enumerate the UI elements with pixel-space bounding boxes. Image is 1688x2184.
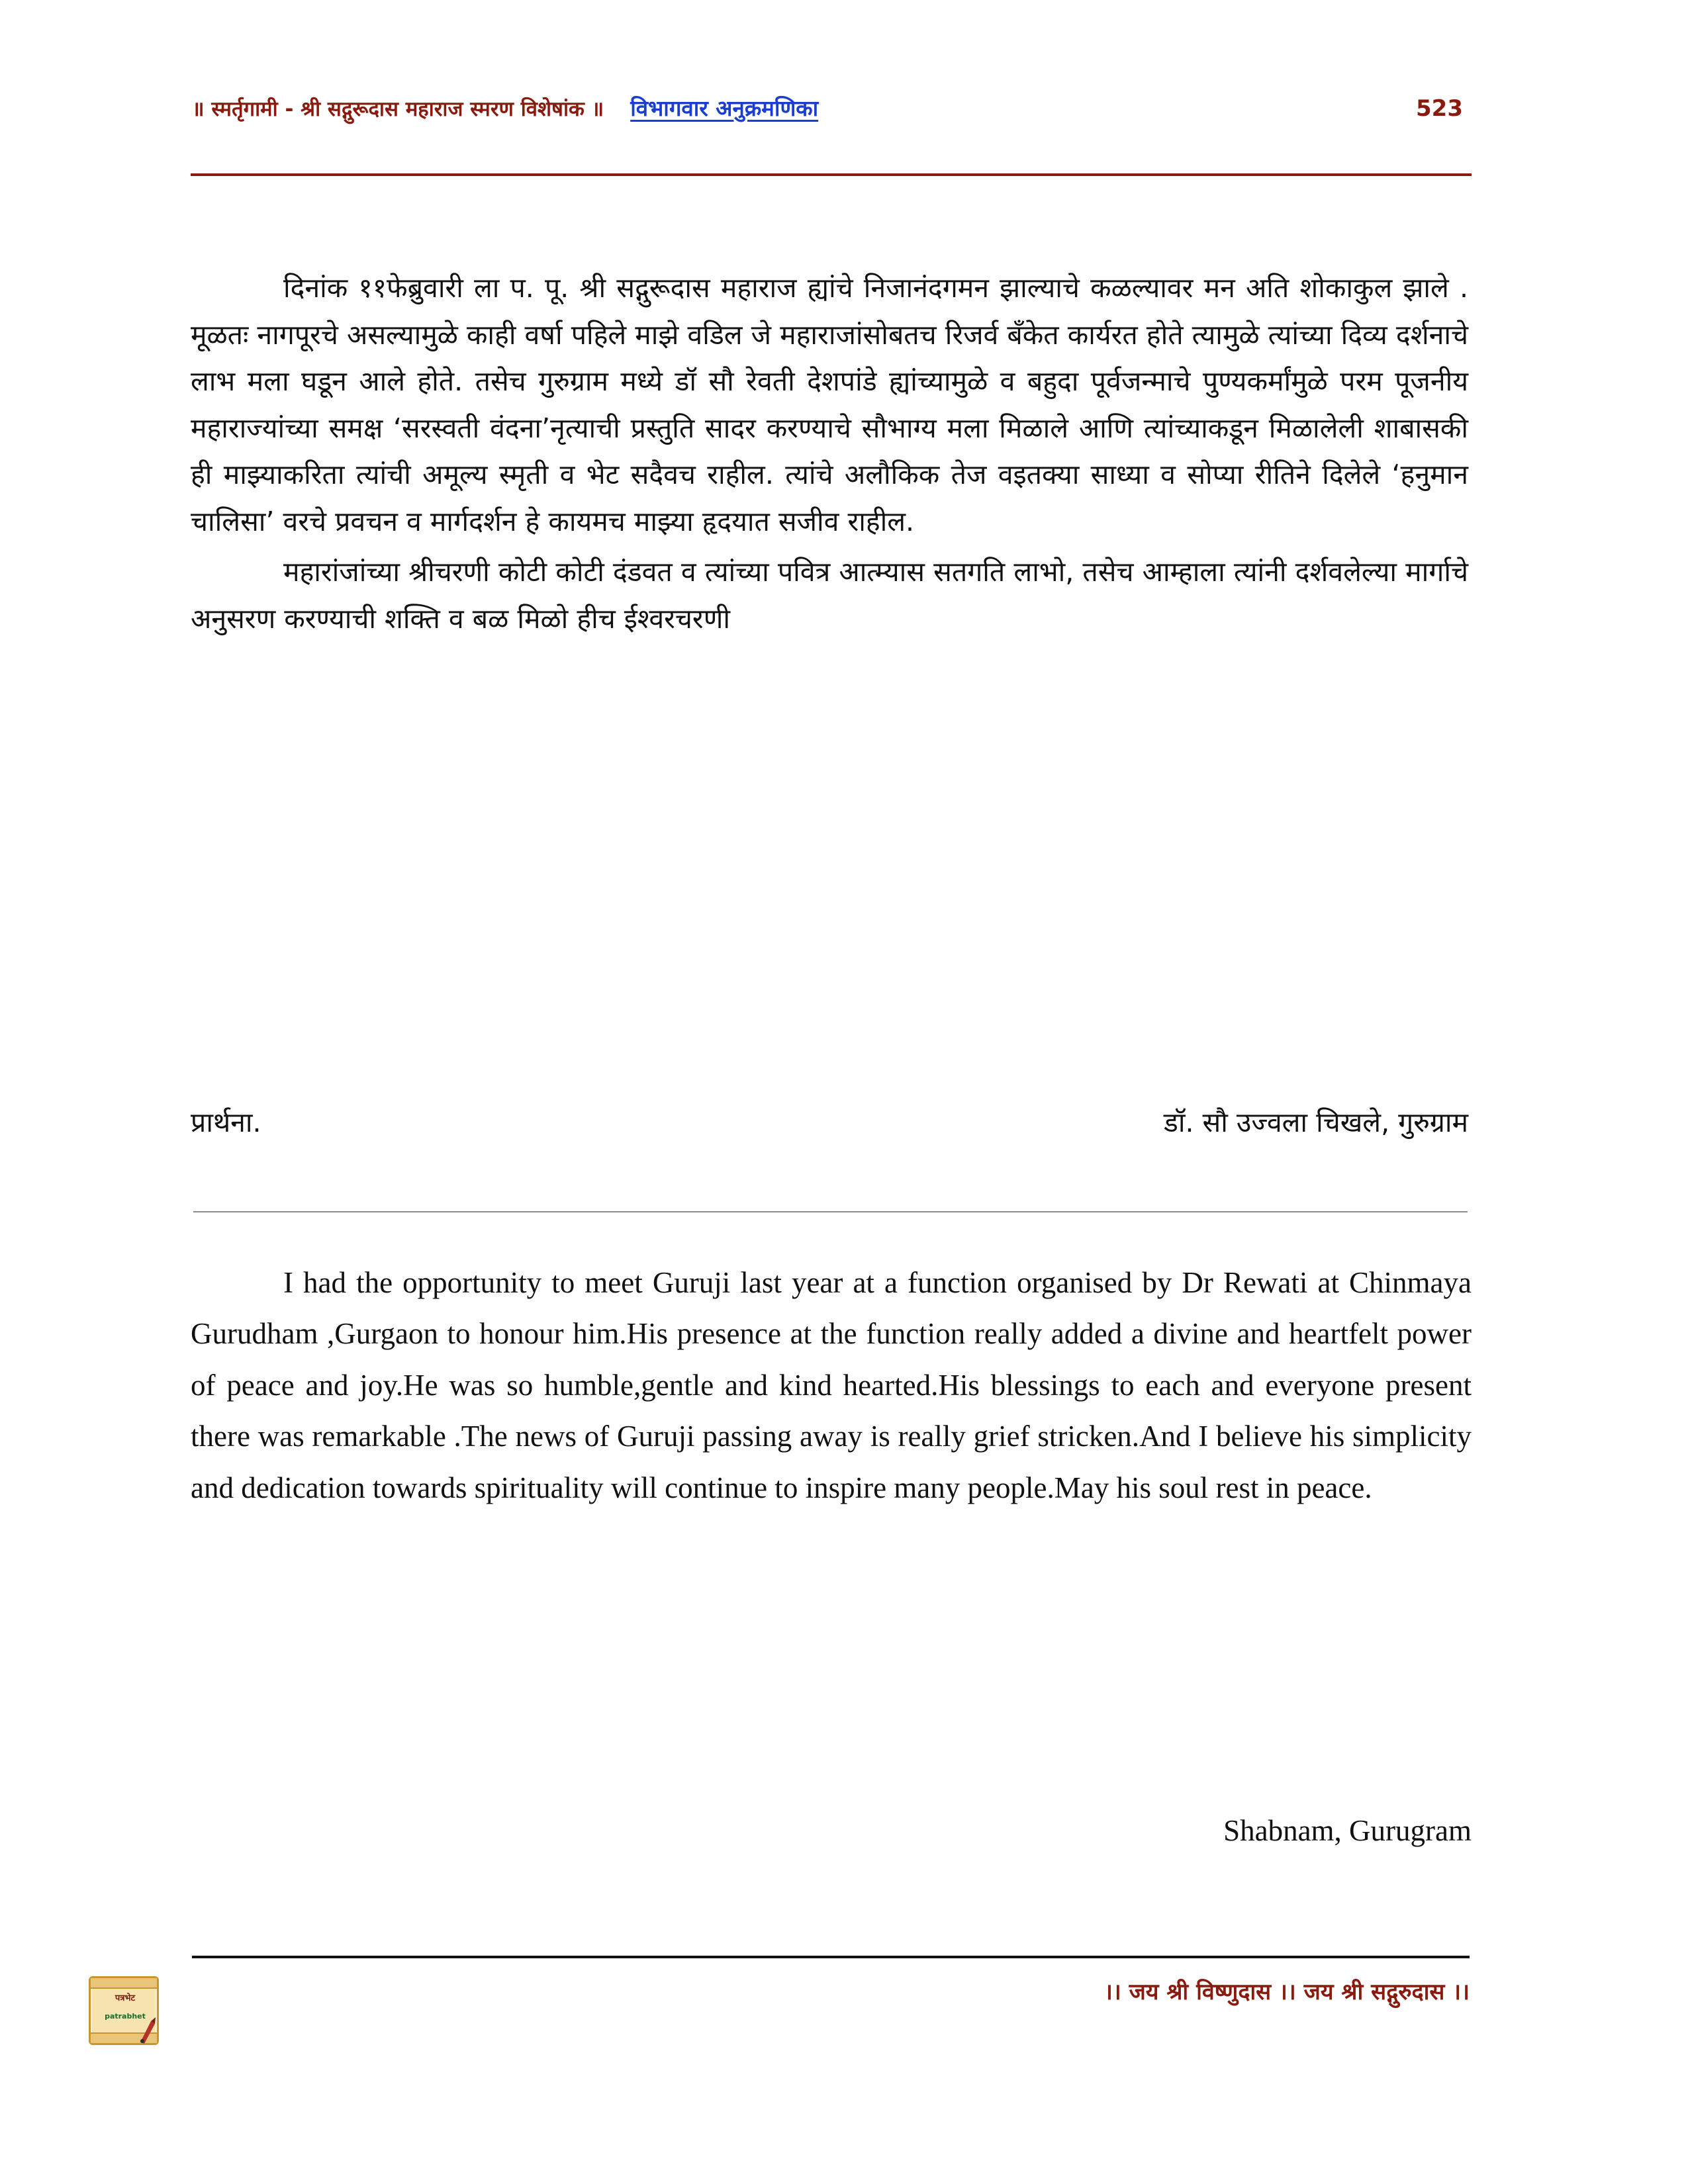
footer-divider xyxy=(192,1956,1470,1958)
logo-text-top: पत्रभेट xyxy=(115,1993,136,2003)
english-paragraph: I had the opportunity to meet Guruji last year at a function organised by Dr Rewati at Chinmaya Gurudham ,Gurgaon to honour him.His presence at the function really added a divine and heartfelt power of peace and joy.He was so humble,gentle and kind hearted.His blessings to each and everyone present there was remarkable .The news of Guruji passing away is really grief stricken.And I believe his simplicity and dedication towards spirituality will continue to inspire many people.May his soul rest in peace. xyxy=(191,1266,1472,1504)
marathi-article xyxy=(191,265,1468,642)
marathi-paragraph-1: दिनांक ११फेब्रुवारी ला प. पू. श्री सद्गुरूदास महाराज ह्यांचे निजानंदगमन झाल्याचे कळल्यावर मन अति शोकाकुल झाले . मूळतः नागपूरचे असल्यामुळे काही वर्षा पहिले माझे वडिल जे महाराजांसोबतच रिजर्व बँकेत कार्यरत होते त्यामुळे त्यांच्या दिव्य दर्शनाचे लाभ मला घडून आले होते. तसेच गुरुग्राम मध्ये डॉ सौ रेवती देशपांडे ह्यांच्यामुळे व बहुदा पूर्वजन्माचे पुण्यकर्मांमुळे परम पूजनीय महाराज्यांच्या समक्ष ‘सरस्वती वंदना’नृत्याची प्रस्तुति सादर करण्याचे सौभाग्य मला मिळाले आणि त्यांच्याकडून मिळालेली शाबासकी ही माझ्याकरिता त्यांची अमूल्य स्मृती व भेट सदैवच राहील. त्यांचे अलौकिक तेज वइतक्या साध्या व सोप्या रीतिने दिलेले ‘हनुमान चालिसा’ वरचे प्रवचन व मार्गदर्शन हे कायमच माझ्या हृदयात सजीव राहील. xyxy=(191,272,1468,537)
logo-text-bottom: patrabhet xyxy=(105,2012,146,2021)
header-title: ॥ स्मर्तृगामी - श्री सद्गुरूदास महाराज स्मरण विशेषांक ॥ xyxy=(192,97,604,121)
patrabhet-logo xyxy=(85,1972,159,2045)
quill-pen-icon xyxy=(138,2015,158,2044)
marathi-signature: डॉ. सौ उज्वला चिखले, गुरुग्राम xyxy=(1163,1107,1468,1138)
english-article xyxy=(191,1257,1472,1514)
section-divider xyxy=(193,1211,1468,1212)
page-header xyxy=(192,93,1470,122)
page-number: 523 xyxy=(1416,95,1463,122)
header-divider xyxy=(191,173,1472,176)
english-signature: Shabnam, Gurugram xyxy=(1223,1814,1472,1847)
marathi-paragraph-2-tail: प्रार्थना. xyxy=(191,1107,261,1138)
index-link[interactable]: विभागवार अनुक्रमणिका xyxy=(630,95,819,121)
marathi-paragraph-2: महारांजांच्या श्रीचरणी कोटी कोटी दंडवत व त्यांच्या पवित्र आत्म्यास सतगति लाभो, तसेच आम्हाला त्यांनी दर्शवलेल्या मार्गाचे अनुसरण करण्याची शक्ति व बळ मिळो हीच ईश्वरचरणी xyxy=(191,556,1468,635)
footer-mantra: ।। जय श्री विष्णुदास ।। जय श्री सद्गुरुदास ।। xyxy=(1103,1979,1470,2005)
marathi-signature-row xyxy=(191,1103,1468,1140)
